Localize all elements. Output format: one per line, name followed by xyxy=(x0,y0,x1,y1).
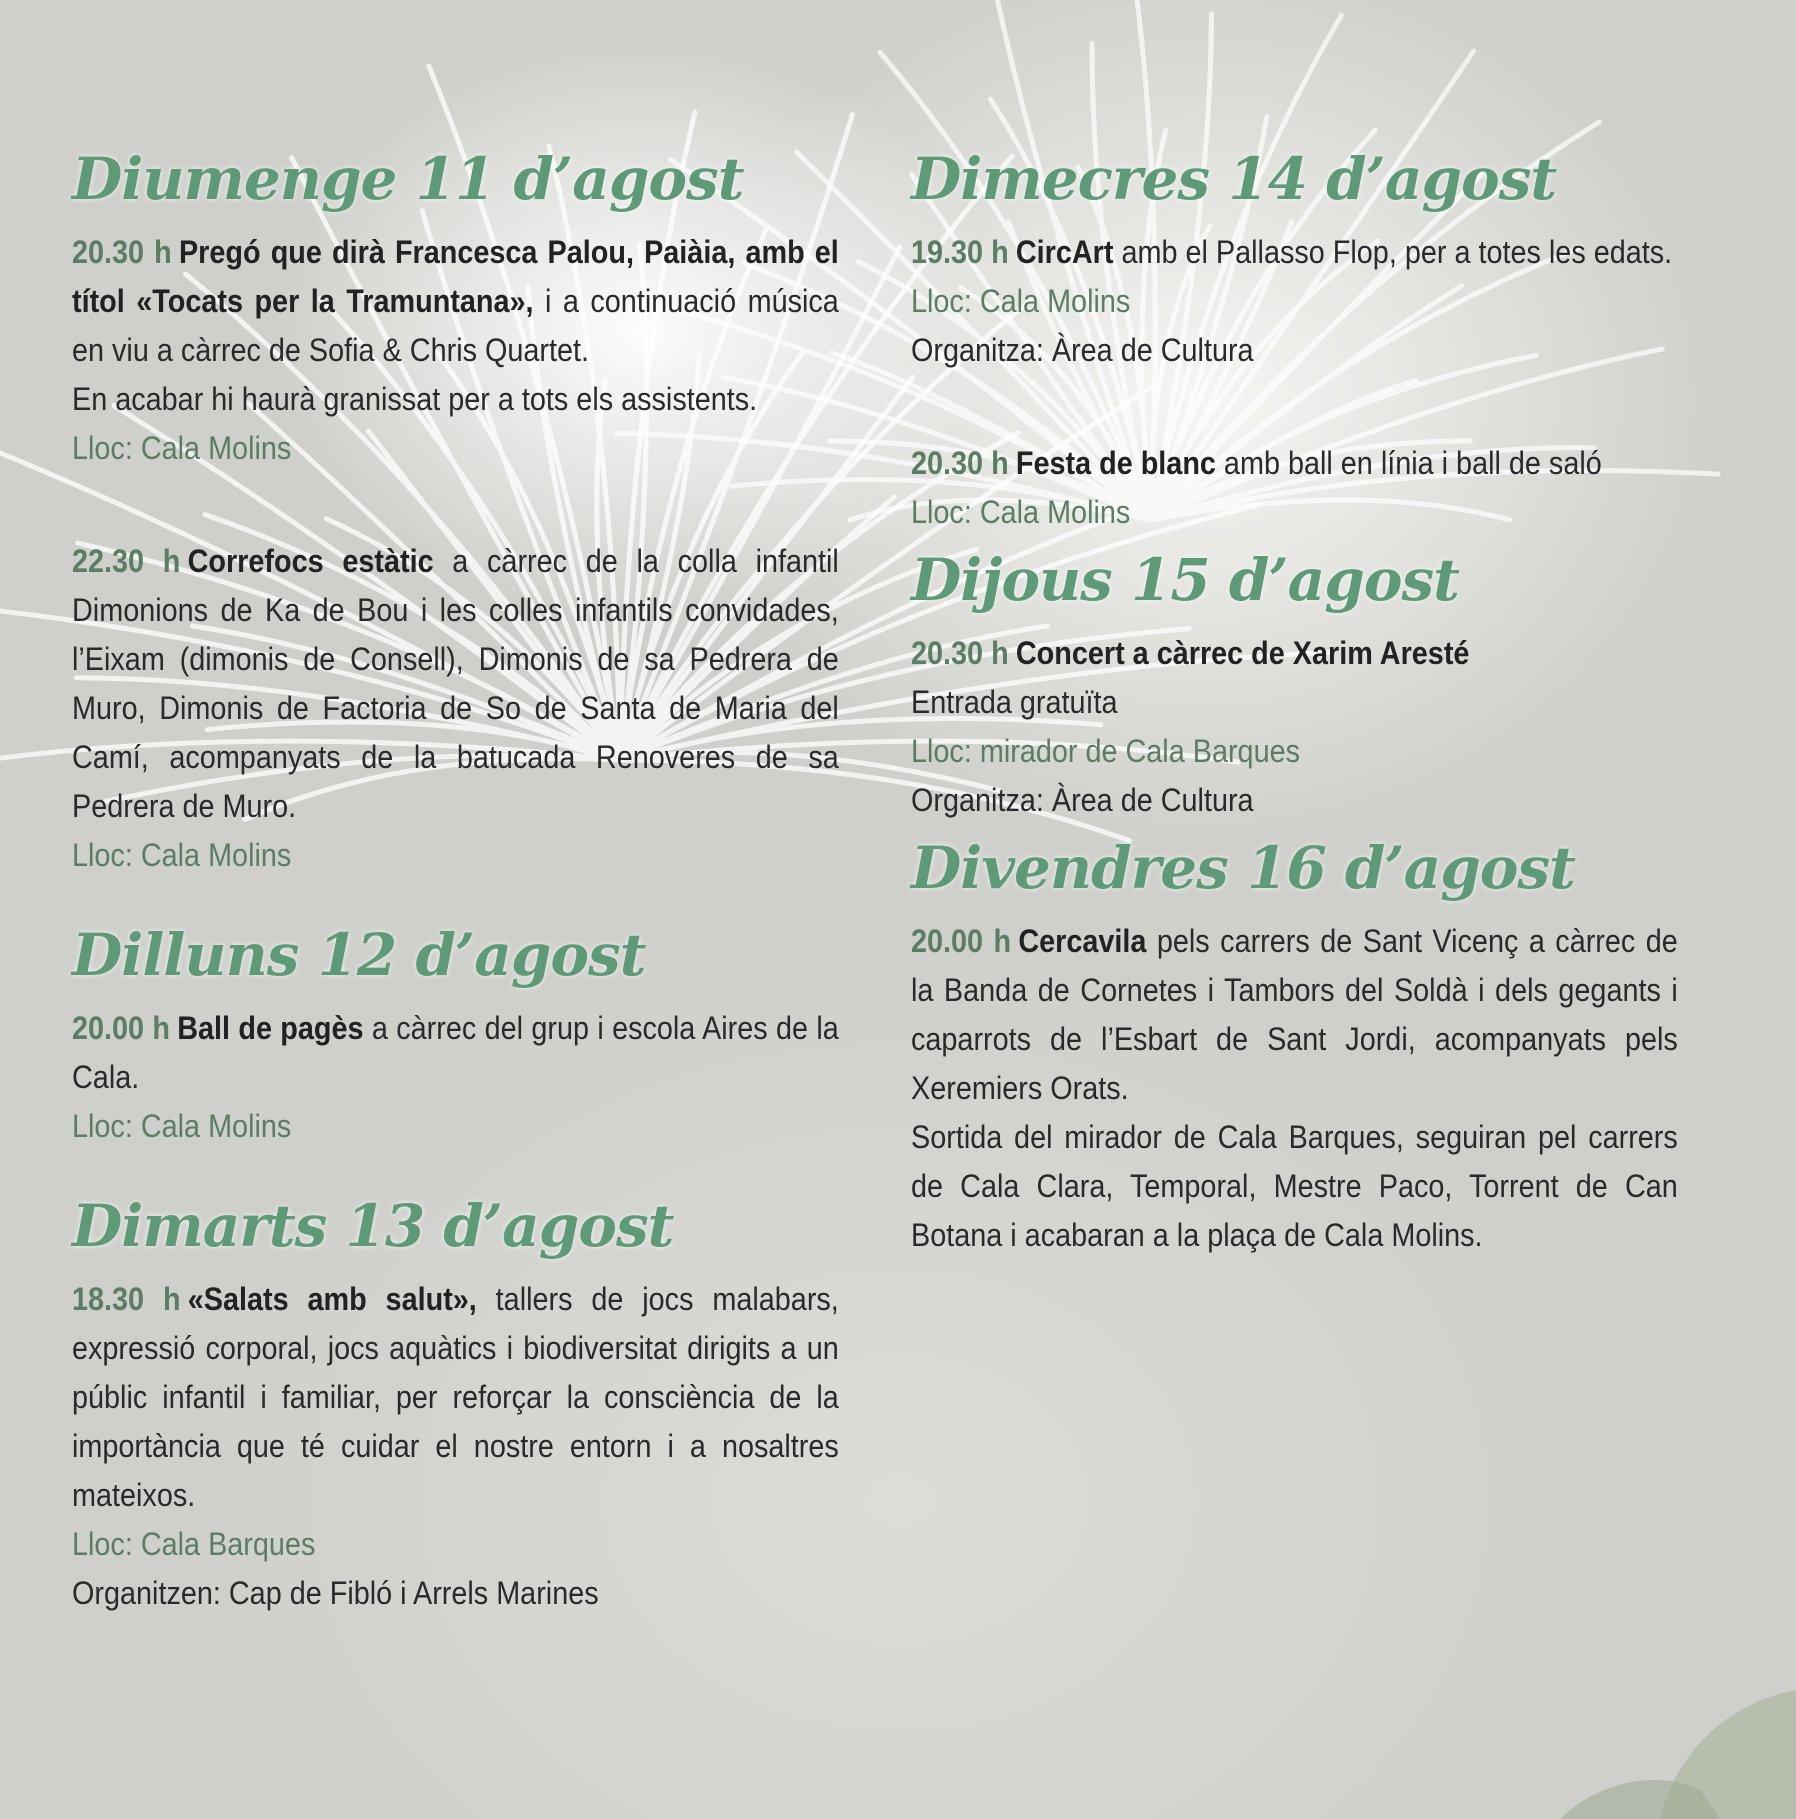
event-time: 22.30 h xyxy=(72,543,181,579)
event-organizer: Organitza: Àrea de Cultura xyxy=(911,332,1254,368)
event-place: Lloc: mirador de Cala Barques xyxy=(911,733,1300,769)
event-organizer: Organitzen: Cap de Fibló i Arrels Marines xyxy=(72,1575,599,1611)
event-time: 18.30 h xyxy=(72,1281,181,1317)
event-title: Cercavila xyxy=(1018,923,1147,959)
day-heading-monday: Dilluns 12 d’agost xyxy=(72,921,646,989)
event-wednesday-1930 xyxy=(911,228,1678,375)
event-place: Lloc: Cala Barques xyxy=(72,1526,316,1562)
event-description: a càrrec de la colla infantil Dimonions de Ka de Bou i les colles infantils convidades, l’Eixam (dimonis de Consell), Dimonis de sa Pedrera de Muro, Dimonis de Factoria de So de Santa de Maria del Camí, acompanyats de la batucada Renoveres de sa Pedrera de Muro. xyxy=(72,543,839,824)
event-monday-2000 xyxy=(72,1004,839,1151)
event-time: 20.00 h xyxy=(911,923,1012,959)
event-organizer: Organitza: Àrea de Cultura xyxy=(911,782,1254,818)
event-thursday-2030 xyxy=(911,629,1678,825)
event-title: «Salats amb salut», xyxy=(187,1281,477,1317)
event-place: Lloc: Cala Molins xyxy=(72,1108,292,1144)
event-place: Lloc: Cala Molins xyxy=(911,494,1131,530)
event-description: amb el Pallasso Flop, per a totes les edats. xyxy=(1113,234,1673,270)
event-wednesday-2030 xyxy=(911,439,1678,537)
event-description: tallers de jocs malabars, expressió corporal, jocs aquàtics i biodiversitat dirigits a un públic infantil i familiar, per reforçar la consciència de la importància que té cuidar el nostre entorn i a nosaltres mateixos. xyxy=(72,1281,839,1513)
event-time: 19.30 h xyxy=(911,234,1009,270)
event-title: Pregó que dirà Francesca Palou, Paiàia, amb el títol «Tocats per la Tramuntana», xyxy=(72,234,839,319)
left-column xyxy=(72,145,839,1618)
day-heading-friday: Divendres 16 d’agost xyxy=(911,834,1575,902)
event-place: Lloc: Cala Molins xyxy=(72,837,292,873)
event-time: 20.30 h xyxy=(911,635,1009,671)
event-tuesday-1830 xyxy=(72,1275,839,1618)
event-description: a càrrec del grup i escola Aires de la Cala. xyxy=(72,1010,839,1095)
event-extra: En acabar hi haurà granissat per a tots els assistents. xyxy=(72,381,758,417)
event-title: Ball de pagès xyxy=(177,1010,364,1046)
event-time: 20.30 h xyxy=(911,445,1009,481)
event-extra: Entrada gratuïta xyxy=(911,684,1118,720)
event-time: 20.00 h xyxy=(72,1010,171,1046)
event-description: i a continuació música en viu a càrrec de Sofia & Chris Quartet. xyxy=(72,283,839,368)
event-title: CircArt xyxy=(1015,234,1114,270)
event-description: pels carrers de Sant Vicenç a càrrec de la Banda de Cornetes i Tambors del Soldà i dels gegants i caparrots de l’Esbart de Sant Jordi, acompanyats pels Xeremiers Orats. xyxy=(911,923,1678,1106)
event-title: Concert a càrrec de Xarim Aresté xyxy=(1015,635,1470,671)
event-place: Lloc: Cala Molins xyxy=(72,430,292,466)
event-place: Lloc: Cala Molins xyxy=(911,283,1131,319)
day-heading-sunday: Diumenge 11 d’agost xyxy=(72,145,744,213)
event-extra: Sortida del mirador de Cala Barques, seguiran pel carrers de Cala Clara, Temporal, Mestre Paco, Torrent de Can Botana i acabaran a la plaça de Cala Molins. xyxy=(911,1119,1678,1253)
event-sunday-2030 xyxy=(72,228,839,473)
event-title: Festa de blanc xyxy=(1015,445,1216,481)
right-column xyxy=(911,145,1678,1260)
event-title: Correfocs estàtic xyxy=(187,543,434,579)
day-heading-tuesday: Dimarts 13 d’agost xyxy=(72,1192,674,1260)
event-time: 20.30 h xyxy=(72,234,172,270)
event-friday-2000 xyxy=(911,917,1678,1260)
day-heading-wednesday: Dimecres 14 d’agost xyxy=(911,145,1557,213)
event-sunday-2230 xyxy=(72,537,839,880)
day-heading-thursday: Dijous 15 d’agost xyxy=(911,546,1459,614)
event-description: amb ball en línia i ball de saló xyxy=(1215,445,1602,481)
